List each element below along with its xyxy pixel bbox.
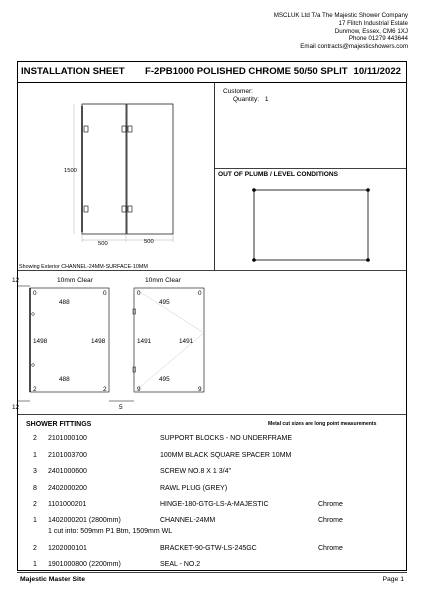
right-corner-br: 9 [198, 386, 202, 393]
hinge-mark [122, 126, 126, 132]
elevation-drawing [60, 96, 180, 248]
company-phone: Phone 01279 443644 [348, 35, 408, 43]
fitting-row [0, 435, 424, 445]
plumb-rectangle [254, 190, 368, 260]
fitting-finish: Chrome [318, 517, 343, 524]
fitting-desc: SUPPORT BLOCKS - NO UNDERFRAME [160, 435, 292, 442]
plumb-corner-br [366, 258, 370, 262]
fitting-row [0, 561, 424, 571]
right-top-width: 495 [159, 299, 170, 306]
fitting-qty: 2 [33, 435, 37, 442]
out-of-plumb-label: OUT OF PLUMB / LEVEL CONDITIONS [218, 171, 339, 178]
fitting-code: 1402000201 (2800mm) [48, 517, 121, 524]
fitting-code: 1101000201 [48, 501, 87, 508]
fitting-qty: 8 [33, 485, 37, 492]
fitting-code: 2101003700 [48, 452, 87, 459]
fittings-note: Metal cut sizes are long point measurements [268, 421, 377, 427]
elevation-left-panel [82, 104, 126, 234]
left-bottom-width: 488 [59, 376, 70, 383]
fitting-desc: BRACKET-90-GTW-LS-245GC [160, 545, 257, 552]
right-right-height: 1491 [179, 338, 194, 345]
fitting-cut-note-row [0, 528, 424, 538]
company-town: Dunmow, Essex, CM6 1XJ [334, 27, 408, 35]
product-name: F-2PB1000 POLISHED CHROME 50/50 SPLIT [145, 66, 348, 77]
fitting-row [0, 545, 424, 555]
right-corner-bl: 9 [137, 386, 141, 393]
fitting-qty: 3 [33, 468, 37, 475]
quantity-value: 1 [264, 96, 269, 103]
quantity-line [233, 96, 268, 103]
right-clear-label: 10mm Clear [145, 277, 181, 284]
hinge-mark [84, 206, 88, 212]
plumb-corner-tl [252, 188, 256, 192]
fitting-desc: CHANNEL-24MM [160, 517, 216, 524]
left-corner-tl: 0 [33, 290, 37, 297]
hinge-mark [84, 126, 88, 132]
sheet-date: 10/11/2022 [353, 66, 401, 77]
plumb-corner-tr [366, 188, 370, 192]
right-corner-tr: 0 [198, 290, 202, 297]
fitting-row [0, 517, 424, 527]
fitting-row [0, 468, 424, 478]
fitting-desc: RAWL PLUG (GREY) [160, 485, 228, 492]
fitting-row [0, 501, 424, 511]
fitting-finish: Chrome [318, 501, 343, 508]
fitting-code: 2401000600 [48, 468, 87, 475]
fitting-cut-note: 1 cut into: 509mm P1 Btm, 1509mm WL [48, 528, 173, 535]
right-bottom-width: 495 [159, 376, 170, 383]
fitting-row [0, 452, 424, 462]
elevation-caption: Showing Exterior CHANNEL-24MM-SURFACE-10MM [19, 264, 148, 270]
company-email: Email contracts@majesticshowers.com [300, 43, 408, 51]
footer-site: Majestic Master Site [20, 576, 85, 583]
elevation-height-label: 1500 [64, 168, 77, 174]
fitting-qty: 1 [33, 561, 37, 568]
fitting-desc: HINGE-180-GTG-LS-A-MAJESTIC [160, 501, 269, 508]
quantity-label: Quantity: [233, 96, 260, 103]
elevation-left-width: 500 [98, 241, 108, 247]
left-top-width: 488 [59, 299, 70, 306]
hinge-mark [128, 206, 132, 212]
sheet-title: INSTALLATION SHEET [21, 66, 125, 77]
left-corner-tr: 0 [103, 290, 107, 297]
fitting-code: 1202000101 [48, 545, 87, 552]
fitting-qty: 2 [33, 545, 37, 552]
left-right-height: 1498 [91, 338, 106, 345]
out-of-plumb-diagram [240, 182, 380, 266]
fitting-qty: 2 [33, 501, 37, 508]
left-left-height: 1498 [33, 338, 48, 345]
fitting-code: 2402000200 [48, 485, 87, 492]
plumb-corner-bl [252, 258, 256, 262]
footer-page: Page 1 [382, 576, 404, 583]
fitting-desc: SCREW NO.8 X 1 3/4" [160, 468, 231, 475]
company-name: MSCLUK Ltd T/a The Majestic Shower Company [273, 12, 408, 19]
elevation-right-panel [127, 104, 173, 234]
fittings-title: SHOWER FITTINGS [26, 421, 92, 428]
left-corner-bl: 2 [33, 386, 37, 393]
elevation-right-width: 500 [144, 239, 154, 245]
fitting-row [0, 485, 424, 495]
fitting-code: 2101000100 [48, 435, 87, 442]
fitting-code: 1901000800 (2200mm) [48, 561, 121, 568]
right-gap: 5 [119, 404, 123, 411]
company-street: 17 Flitch Industrial Estate [338, 19, 408, 27]
customer-label: Customer: [223, 88, 253, 95]
fitting-desc: SEAL - NO.2 [160, 561, 201, 568]
fitting-qty: 1 [33, 517, 37, 524]
right-left-height: 1491 [137, 338, 152, 345]
fitting-qty: 1 [33, 452, 37, 459]
left-offset-bottom: 12 [12, 404, 20, 411]
panel-cut-diagrams [12, 271, 217, 413]
left-clear-label: 10mm Clear [57, 277, 93, 284]
hinge-mark [128, 126, 132, 132]
right-corner-tl: 0 [137, 290, 141, 297]
fitting-desc: 100MM BLACK SQUARE SPACER 10MM [160, 452, 292, 459]
left-corner-br: 2 [103, 386, 107, 393]
hinge-mark [122, 206, 126, 212]
left-offset-top: 12 [12, 277, 20, 284]
fitting-finish: Chrome [318, 545, 343, 552]
